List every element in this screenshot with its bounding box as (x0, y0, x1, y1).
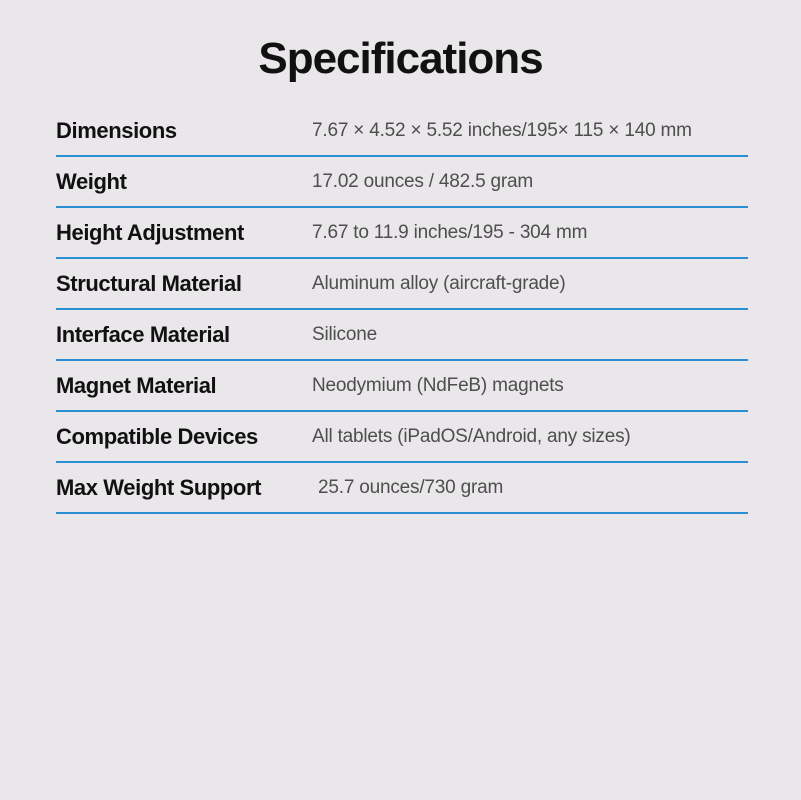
spec-row-weight (56, 157, 748, 208)
spec-value: Silicone (312, 324, 377, 345)
spec-label: Interface Material (56, 322, 230, 347)
spec-row-max-weight-support (56, 463, 748, 514)
spec-label: Max Weight Support (56, 475, 262, 500)
spec-label: Height Adjustment (56, 220, 244, 245)
spec-value: 7.67 × 4.52 × 5.52 inches/195× 115 × 140 mm (312, 120, 692, 141)
spec-value: Aluminum alloy (aircraft-grade) (312, 273, 566, 294)
spec-row-compatible-devices (56, 412, 748, 463)
spec-row-structural-material (56, 259, 748, 310)
spec-value: 7.67 to 11.9 inches/195 - 304 mm (312, 222, 588, 243)
spec-value: 17.02 ounces / 482.5 gram (312, 171, 534, 192)
spec-label: Magnet Material (56, 373, 217, 398)
spec-label: Compatible Devices (56, 424, 258, 449)
spec-row-height-adjustment (56, 208, 748, 259)
spec-value: All tablets (iPadOS/Android, any sizes) (312, 426, 631, 447)
spec-row-dimensions (56, 106, 748, 157)
spec-row-interface-material (56, 310, 748, 361)
spec-label: Dimensions (56, 118, 177, 143)
spec-value: 25.7 ounces/730 gram (318, 477, 504, 498)
spec-label: Structural Material (56, 271, 242, 296)
page-title: Specifications (258, 34, 543, 83)
spec-label: Weight (56, 169, 127, 194)
specifications-table (56, 106, 748, 514)
spec-row-magnet-material (56, 361, 748, 412)
spec-value: Neodymium (NdFeB) magnets (312, 375, 564, 396)
